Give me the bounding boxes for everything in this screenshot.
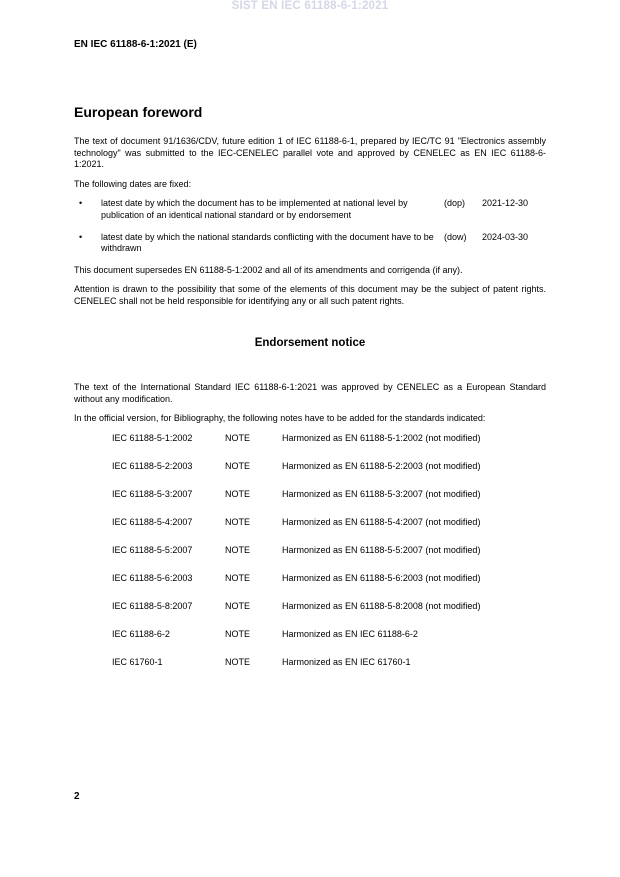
note-text: Harmonized as EN IEC 61188-6-2 (282, 628, 418, 639)
watermark: SIST EN IEC 61188-6-1:2021 (231, 0, 389, 12)
note-label: NOTE (225, 544, 251, 555)
supersedes-paragraph: This document supersedes EN 61188-5-1:2002 and all of its amendments and corrigenda (if any). (74, 264, 463, 275)
note-label: NOTE (225, 572, 251, 583)
note-standard: IEC 61188-5-1:2002 (112, 432, 193, 443)
note-row (112, 657, 546, 685)
notes-list (112, 433, 546, 685)
note-row (112, 545, 546, 573)
page-content (74, 104, 546, 685)
date-item-dop (74, 198, 546, 221)
note-standard: IEC 61188-5-2:2003 (112, 460, 193, 471)
endorsement-title: Endorsement notice (254, 336, 366, 349)
foreword-title: European foreword (74, 104, 203, 120)
note-text: Harmonized as EN 61188-5-1:2002 (not modified) (282, 432, 481, 443)
note-label: NOTE (225, 432, 251, 443)
date-description: latest date by which the document has to be implemented at national level by publication of an identical national standard or by endorsement (101, 198, 408, 220)
endorsement-text: The text of the International Standard IEC 61188-6-1:2021 was approved by CENELEC as a European Standard without any modification. (74, 382, 546, 404)
document-id: EN IEC 61188-6-1:2021 (E) (74, 39, 197, 50)
note-row (112, 489, 546, 517)
date-item-dow (74, 232, 546, 255)
note-text: Harmonized as EN 61188-5-3:2007 (not modified) (282, 488, 481, 499)
note-text: Harmonized as EN 61188-5-8:2008 (not modified) (282, 600, 481, 611)
note-label: NOTE (225, 628, 251, 639)
note-label: NOTE (225, 656, 251, 667)
note-text: Harmonized as EN 61188-5-2:2003 (not modified) (282, 460, 481, 471)
dates-intro: The following dates are fixed: (74, 178, 192, 189)
note-text: Harmonized as EN IEC 61760-1 (282, 656, 411, 667)
note-standard: IEC 61188-5-4:2007 (112, 516, 193, 527)
note-row (112, 461, 546, 489)
note-text: Harmonized as EN 61188-5-6:2003 (not modified) (282, 572, 481, 583)
date-code: (dow) (444, 231, 467, 242)
bullet: • (79, 231, 83, 242)
bibliography-intro: In the official version, for Bibliography, the following notes have to be added for the standards indicated: (74, 413, 486, 424)
note-row (112, 433, 546, 461)
note-row (112, 573, 546, 601)
patent-paragraph: Attention is drawn to the possibility that some of the elements of this document may be the subject of patent rights. CENELEC shall not be held responsible for identifying any or all such patent rights. (74, 284, 546, 306)
note-label: NOTE (225, 488, 251, 499)
note-standard: IEC 61188-5-8:2007 (112, 600, 193, 611)
date-description: latest date by which the national standards conflicting with the document have to be withdrawn (101, 231, 434, 254)
note-label: NOTE (225, 460, 251, 471)
date-value: 2024-03-30 (482, 231, 529, 242)
dates-list (74, 198, 546, 254)
note-row (112, 601, 546, 629)
note-standard: IEC 61188-6-2 (112, 628, 170, 639)
note-standard: IEC 61760-1 (112, 656, 163, 667)
note-row (112, 517, 546, 545)
note-label: NOTE (225, 516, 251, 527)
note-standard: IEC 61188-5-3:2007 (112, 488, 193, 499)
note-standard: IEC 61188-5-6:2003 (112, 572, 193, 583)
page-number: 2 (74, 791, 80, 802)
note-label: NOTE (225, 600, 251, 611)
note-row (112, 629, 546, 657)
date-code: (dop) (444, 198, 466, 209)
note-text: Harmonized as EN 61188-5-4:2007 (not modified) (282, 516, 481, 527)
note-text: Harmonized as EN 61188-5-5:2007 (not modified) (282, 544, 481, 555)
bullet: • (79, 198, 83, 209)
date-value: 2021-12-30 (482, 198, 529, 209)
foreword-intro: The text of document 91/1636/CDV, future edition 1 of IEC 61188-6-1, prepared by IEC/TC 91 "Electronics assembly technology" was submitted to the IEC-CENELEC parallel vote and approved by CENELEC as EN IEC 61188-6-1:2021. (74, 136, 546, 170)
note-standard: IEC 61188-5-5:2007 (112, 544, 193, 555)
